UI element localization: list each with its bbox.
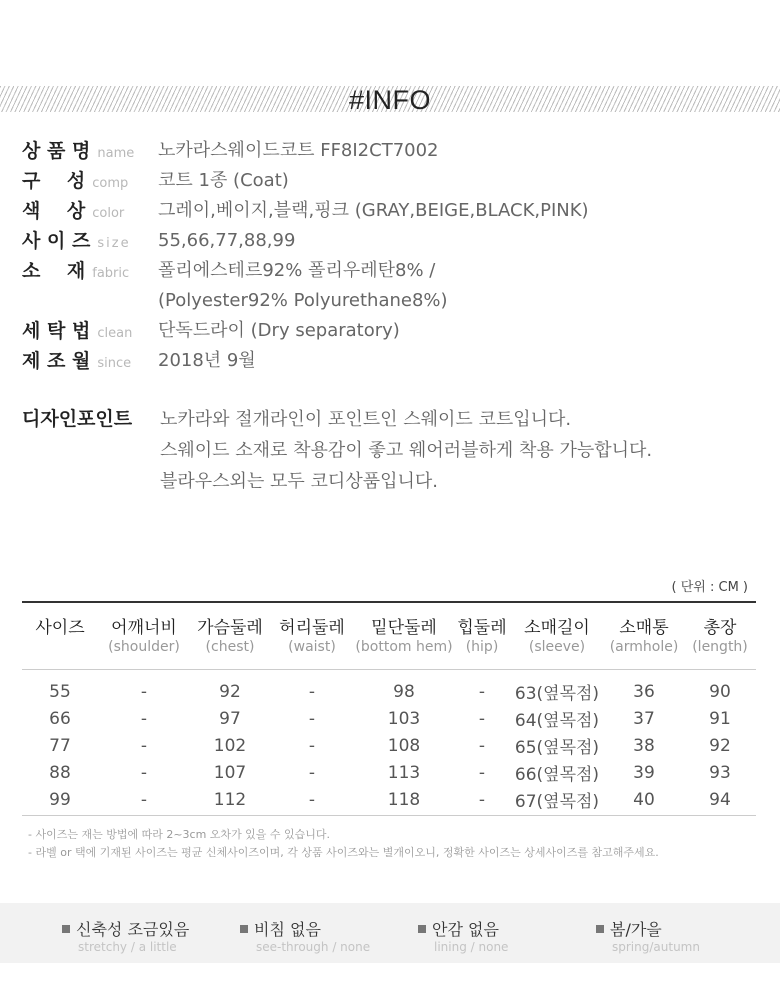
table-cell: 90 <box>709 681 731 702</box>
info-label: 제 조 월 <box>22 350 91 372</box>
info-label-en: comp <box>92 176 129 191</box>
table-cell: 36 <box>633 681 655 702</box>
table-cell: 112 <box>190 786 270 816</box>
note-line: - 사이즈는 재는 방법에 따라 2~3cm 오차가 있을 수 있습니다. <box>28 828 331 841</box>
column-subheader: (waist) <box>270 639 354 670</box>
product-info <box>22 136 762 376</box>
table-cell: 91 <box>709 708 731 729</box>
info-label-en: since <box>97 356 132 371</box>
info-value: 55,66,77,88,99 <box>158 230 296 251</box>
table-cell: - <box>478 762 486 783</box>
info-value: 단독드라이 (Dry separatory) <box>158 320 400 341</box>
unit-label: ( 단위 : CM ) <box>671 580 748 595</box>
feature-label: 안감 없음 <box>432 920 499 939</box>
table-cell: 65(옆목점) <box>514 738 600 758</box>
info-label-en: clean <box>97 326 133 341</box>
square-bullet-icon <box>240 925 248 933</box>
table-cell: 113 <box>387 762 421 783</box>
column-header: 허리둘레 <box>270 602 354 639</box>
column-header: 밑단둘레 <box>354 602 454 639</box>
info-label: 구 성 <box>22 170 86 192</box>
info-label-en: color <box>92 206 125 221</box>
feature-label-en: lining / none <box>434 940 509 954</box>
column-header: 가슴둘레 <box>190 602 270 639</box>
table-cell: - <box>270 786 354 816</box>
table-row <box>22 670 756 706</box>
table-cell: 102 <box>213 735 247 756</box>
table-cell: 98 <box>393 681 415 702</box>
table-cell: 66 <box>49 708 71 729</box>
table-row <box>22 705 756 732</box>
table-cell: 103 <box>387 708 421 729</box>
table-cell: 93 <box>709 762 731 783</box>
size-table <box>22 601 756 816</box>
table-row <box>22 759 756 786</box>
table-cell: - <box>308 735 316 756</box>
page-title: #INFO <box>348 85 432 115</box>
info-row-size <box>22 226 762 256</box>
table-row <box>22 732 756 759</box>
table-cell: - <box>140 708 148 729</box>
feature-label: 비침 없음 <box>254 920 321 939</box>
table-cell: 67(옆목점) <box>510 786 604 816</box>
table-cell: 40 <box>604 786 684 816</box>
table-cell: 55 <box>49 681 71 702</box>
column-header: 총장 <box>684 602 756 639</box>
feature-season <box>596 917 700 954</box>
square-bullet-icon <box>596 925 604 933</box>
table-cell: 92 <box>709 735 731 756</box>
feature-label: 신축성 조금있음 <box>76 920 190 939</box>
feature-label-en: stretchy / a little <box>78 940 177 954</box>
info-row-color <box>22 196 762 226</box>
table-cell: - <box>140 681 148 702</box>
feature-stretch <box>62 917 189 954</box>
table-cell: - <box>308 708 316 729</box>
feature-label-en: spring/autumn <box>612 940 700 954</box>
info-label-en: fabric <box>92 266 130 281</box>
info-label-en: name <box>97 146 135 161</box>
column-subheader: (armhole) <box>604 639 684 670</box>
info-row-fabric-en <box>22 286 762 316</box>
square-bullet-icon <box>418 925 426 933</box>
table-cell: 77 <box>49 735 71 756</box>
size-notes <box>28 826 659 862</box>
info-row-name <box>22 136 762 166</box>
table-cell: 118 <box>354 786 454 816</box>
feature-label-en: see-through / none <box>256 940 371 954</box>
info-value: (Polyester92% Polyurethane8%) <box>158 290 448 311</box>
column-subheader: (sleeve) <box>510 639 604 670</box>
table-cell: - <box>478 681 486 702</box>
feature-seethrough <box>240 917 370 954</box>
table-cell: 108 <box>387 735 421 756</box>
column-subheader: (bottom hem) <box>354 639 454 670</box>
design-point-label: 디자인포인트 <box>22 408 133 430</box>
column-header: 어깨너비 <box>98 602 190 639</box>
design-point-line: 노카라와 절개라인이 포인트인 스웨이드 코트입니다. <box>160 409 572 430</box>
feature-lining <box>418 917 508 954</box>
info-label: 소 재 <box>22 260 86 282</box>
table-cell: 66(옆목점) <box>514 765 600 785</box>
square-bullet-icon <box>62 925 70 933</box>
info-row-since <box>22 346 762 376</box>
table-cell: - <box>478 735 486 756</box>
table-cell: 99 <box>22 786 98 816</box>
feature-label: 봄/가을 <box>610 920 662 939</box>
column-subheader: (hip) <box>454 639 510 670</box>
info-value: 코트 1종 (Coat) <box>158 170 289 191</box>
info-value: 노카라스웨이드코트 FF8I2CT7002 <box>158 140 439 161</box>
column-header: 소매통 <box>604 602 684 639</box>
table-cell: - <box>140 762 148 783</box>
size-table-header <box>22 602 756 639</box>
info-value: 폴리에스테르92% 폴리우레탄8% / <box>158 260 436 281</box>
table-cell: 92 <box>219 681 241 702</box>
table-row <box>22 786 756 816</box>
table-cell: - <box>98 786 190 816</box>
table-cell: 38 <box>633 735 655 756</box>
info-value: 그레이,베이지,블랙,핑크 (GRAY,BEIGE,BLACK,PINK) <box>158 200 589 221</box>
column-subheader: (length) <box>684 639 756 670</box>
column-header: 사이즈 <box>22 602 98 639</box>
table-cell: - <box>140 735 148 756</box>
table-cell: - <box>308 762 316 783</box>
table-cell: 94 <box>684 786 756 816</box>
column-header: 힙둘레 <box>454 602 510 639</box>
table-cell: - <box>454 786 510 816</box>
info-label: 사 이 즈 <box>22 230 91 252</box>
column-header: 소매길이 <box>510 602 604 639</box>
table-cell: 63(옆목점) <box>514 684 600 704</box>
info-label: 색 상 <box>22 200 86 222</box>
note-line: - 라벨 or 택에 기재된 사이즈는 평균 신체사이즈이며, 각 상품 사이즈와는 별개이오니, 정확한 사이즈는 상세사이즈를 참고해주세요. <box>28 846 659 859</box>
info-row-clean <box>22 316 762 346</box>
table-cell: 88 <box>49 762 71 783</box>
table-cell: - <box>478 708 486 729</box>
table-cell: 107 <box>213 762 247 783</box>
table-cell: 97 <box>219 708 241 729</box>
table-cell: - <box>308 681 316 702</box>
info-row-fabric <box>22 256 762 286</box>
feature-bar <box>0 903 780 963</box>
info-label-en: size <box>97 236 131 251</box>
table-cell: 64(옆목점) <box>514 711 600 731</box>
info-label: 세 탁 법 <box>22 320 91 342</box>
info-label: 상 품 명 <box>22 140 91 162</box>
table-cell: 37 <box>633 708 655 729</box>
info-row-comp <box>22 166 762 196</box>
column-subheader: (shoulder) <box>98 639 190 670</box>
title-bar <box>0 85 780 115</box>
column-subheader: (chest) <box>190 639 270 670</box>
design-point-line: 블라우스외는 모두 코디상품입니다. <box>160 471 438 492</box>
design-point-line: 스웨이드 소재로 착용감이 좋고 웨어러블하게 착용 가능합니다. <box>160 440 653 461</box>
size-table-subheader <box>22 639 756 670</box>
info-value: 2018년 9월 <box>158 350 256 371</box>
table-cell: 39 <box>633 762 655 783</box>
